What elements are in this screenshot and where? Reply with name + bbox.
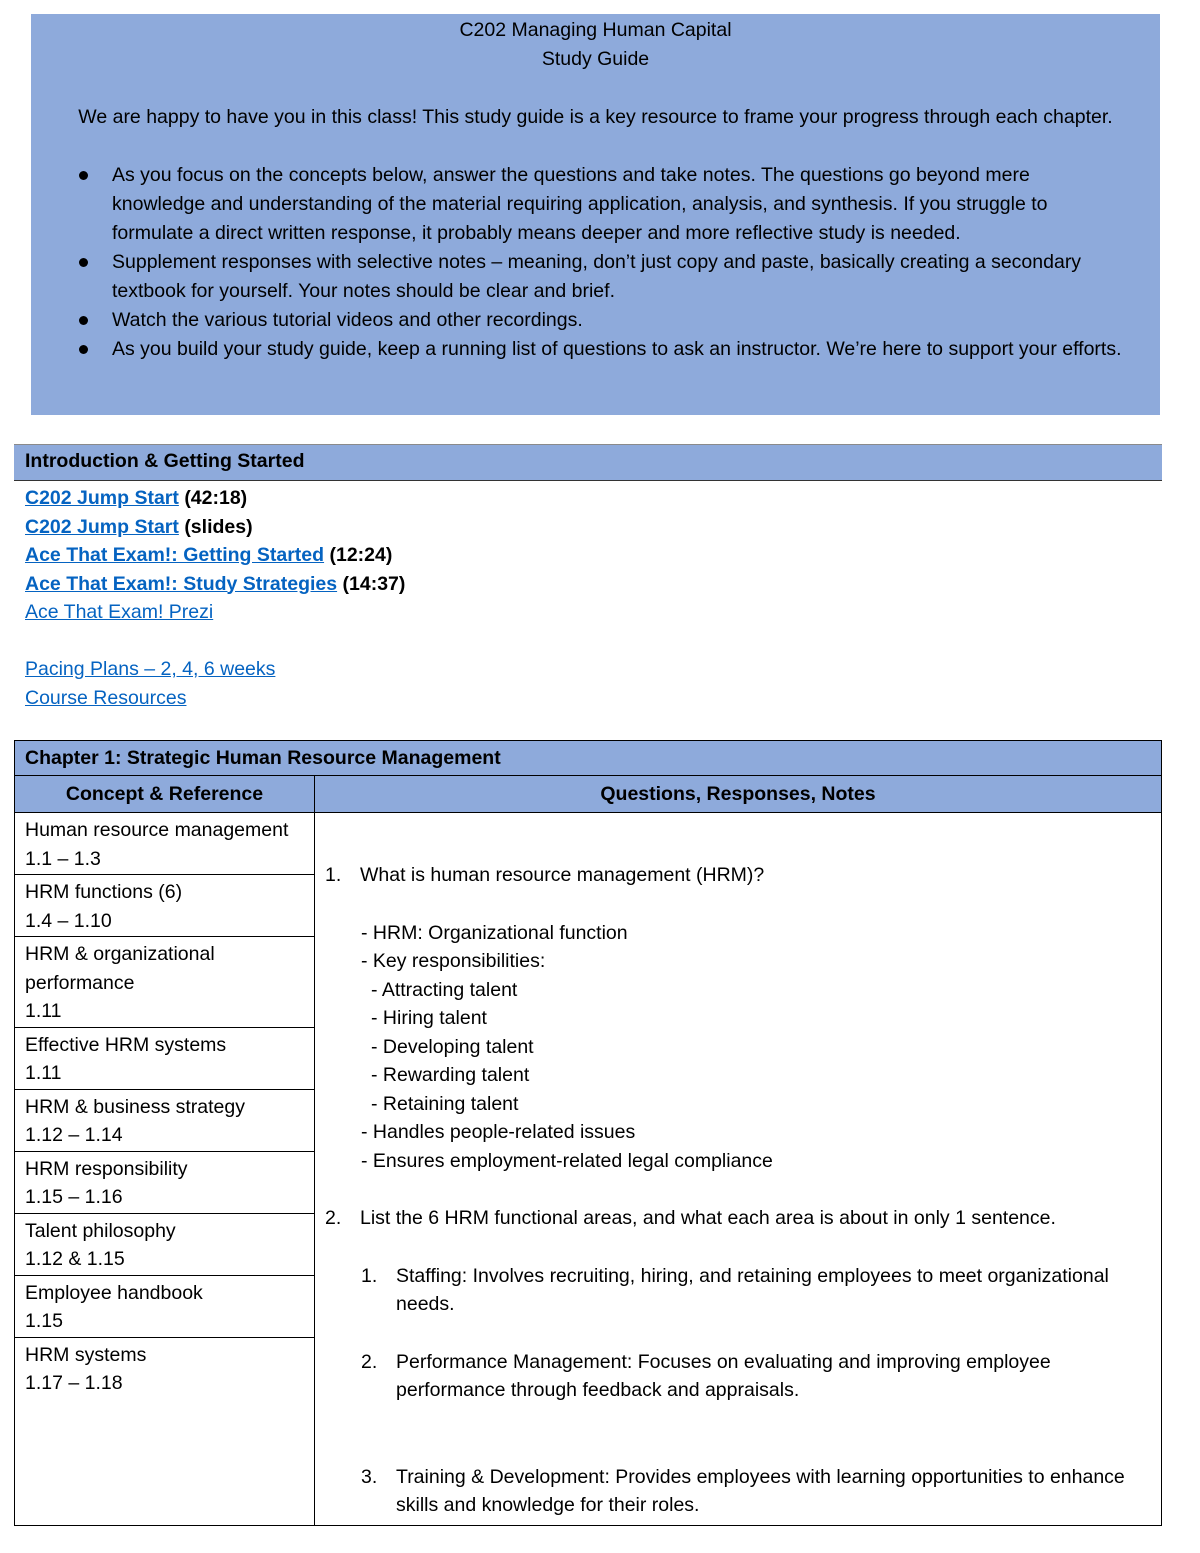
answer-number: 1.	[361, 1264, 378, 1287]
concept-name: HRM & business strategy	[25, 1095, 245, 1118]
question-1	[325, 861, 1141, 890]
question-2	[325, 1204, 1141, 1233]
ace-exam-study-strategies-link[interactable]: Ace That Exam!: Study Strategies	[25, 572, 338, 595]
concept-ref: 1.12 – 1.14	[25, 1124, 123, 1146]
chapter1-title: Chapter 1: Strategic Human Resource Management	[15, 741, 1162, 776]
concept-cell	[15, 1152, 314, 1214]
concept-list	[15, 813, 315, 1526]
ace-exam-prezi-link[interactable]: Ace That Exam! Prezi	[25, 601, 214, 623]
notes-cell	[315, 813, 1162, 1526]
note-line: - Hiring talent	[371, 1007, 487, 1029]
duration: (14:37)	[342, 572, 406, 595]
instruction-item: Watch the various tutorial videos and other recordings.	[112, 306, 1126, 335]
chapter1-table	[14, 740, 1162, 1526]
concept-name: HRM & organizational performance	[25, 943, 215, 994]
instruction-list	[65, 161, 1126, 364]
duration: (12:24)	[329, 544, 393, 566]
study-guide-header	[31, 14, 1160, 415]
answer-number: 2.	[361, 1350, 378, 1373]
pacing-plans-link[interactable]: Pacing Plans – 2, 4, 6 weeks	[25, 658, 276, 680]
concept-name: Effective HRM systems	[25, 1033, 227, 1056]
concept-column-header: Concept & Reference	[15, 776, 315, 813]
intro-heading: Introduction & Getting Started	[14, 444, 1162, 481]
answer-item	[325, 1348, 1141, 1405]
welcome-text: We are happy to have you in this class! This study guide is a key resource to frame your progress through each chapter.	[78, 106, 1113, 128]
note-line: - Developing talent	[371, 1035, 534, 1058]
concept-cell	[15, 1028, 314, 1090]
answer-item	[325, 1262, 1141, 1319]
note-line: - Attracting talent	[371, 978, 518, 1001]
answer-text: Training & Development: Provides employees with learning opportunities to enhance skills and knowledge for their roles.	[396, 1465, 1125, 1516]
concept-ref: 1.11	[25, 1000, 62, 1022]
answer-item	[325, 1463, 1141, 1520]
note-line: - Ensures employment-related legal compliance	[361, 1149, 773, 1172]
note-line: - Handles people-related issues	[361, 1121, 636, 1143]
instruction-item: Supplement responses with selective notes – meaning, don’t just copy and paste, basically creating a secondary textbook for yourself. Your notes should be clear and brief.	[112, 248, 1126, 306]
answer-text: Staffing: Involves recruiting, hiring, and retaining employees to meet organizational needs.	[396, 1264, 1109, 1315]
course-resources-link[interactable]: Course Resources	[25, 686, 187, 709]
notes-column-header: Questions, Responses, Notes	[315, 776, 1162, 813]
concept-ref: 1.4 – 1.10	[25, 909, 112, 932]
concept-ref: 1.11	[25, 1062, 62, 1084]
jump-start-slides-link[interactable]: C202 Jump Start	[25, 515, 179, 538]
question-number: 1.	[325, 864, 342, 886]
concept-name: Talent philosophy	[25, 1219, 176, 1242]
concept-name: HRM responsibility	[25, 1157, 188, 1180]
concept-name: HRM functions (6)	[25, 881, 183, 903]
doc-title: Study Guide	[541, 48, 650, 70]
duration: (slides)	[184, 515, 253, 538]
concept-ref: 1.1 – 1.3	[25, 847, 101, 870]
course-title: C202 Managing Human Capital	[459, 19, 732, 41]
question-text: What is human resource management (HRM)?	[360, 864, 765, 886]
concept-cell	[15, 1276, 314, 1338]
note-line: - HRM: Organizational function	[361, 921, 628, 944]
concept-cell	[15, 937, 314, 1028]
note-line: - Rewarding talent	[371, 1064, 530, 1086]
duration: (42:18)	[184, 487, 248, 509]
answer-text: Performance Management: Focuses on evaluating and improving employee performance through feedback and appraisals.	[396, 1350, 1051, 1401]
concept-ref: 1.17 – 1.18	[25, 1372, 123, 1394]
jump-start-video-link[interactable]: C202 Jump Start	[25, 487, 179, 509]
question-text: List the 6 HRM functional areas, and what each area is about in only 1 sentence.	[360, 1207, 1056, 1229]
concept-ref: 1.12 & 1.15	[25, 1248, 125, 1270]
note-line: - Key responsibilities:	[361, 950, 546, 972]
ace-exam-getting-started-link[interactable]: Ace That Exam!: Getting Started	[25, 544, 325, 566]
concept-cell	[15, 813, 314, 875]
instruction-item: As you build your study guide, keep a running list of questions to ask an instructor. We’re here to support your efforts.	[112, 335, 1126, 364]
answer-number: 3.	[361, 1465, 378, 1488]
concept-cell	[15, 875, 314, 937]
note-line: - Retaining talent	[371, 1092, 519, 1115]
concept-cell	[15, 1338, 314, 1399]
question-number: 2.	[325, 1207, 342, 1229]
intro-links	[25, 484, 405, 712]
concept-cell	[15, 1090, 314, 1152]
concept-name: Employee handbook	[25, 1281, 203, 1304]
concept-name: Human resource management	[25, 819, 289, 841]
concept-name: HRM systems	[25, 1343, 147, 1366]
concept-ref: 1.15 – 1.16	[25, 1186, 123, 1208]
concept-cell	[15, 1214, 314, 1276]
concept-ref: 1.15	[25, 1310, 63, 1332]
instruction-item: As you focus on the concepts below, answer the questions and take notes. The questions go beyond mere knowledge and understanding of the material requiring application, analysis, and synthesis. If you struggle to formulate a direct written response, it probably means deeper and more reflective study is needed.	[112, 161, 1126, 248]
